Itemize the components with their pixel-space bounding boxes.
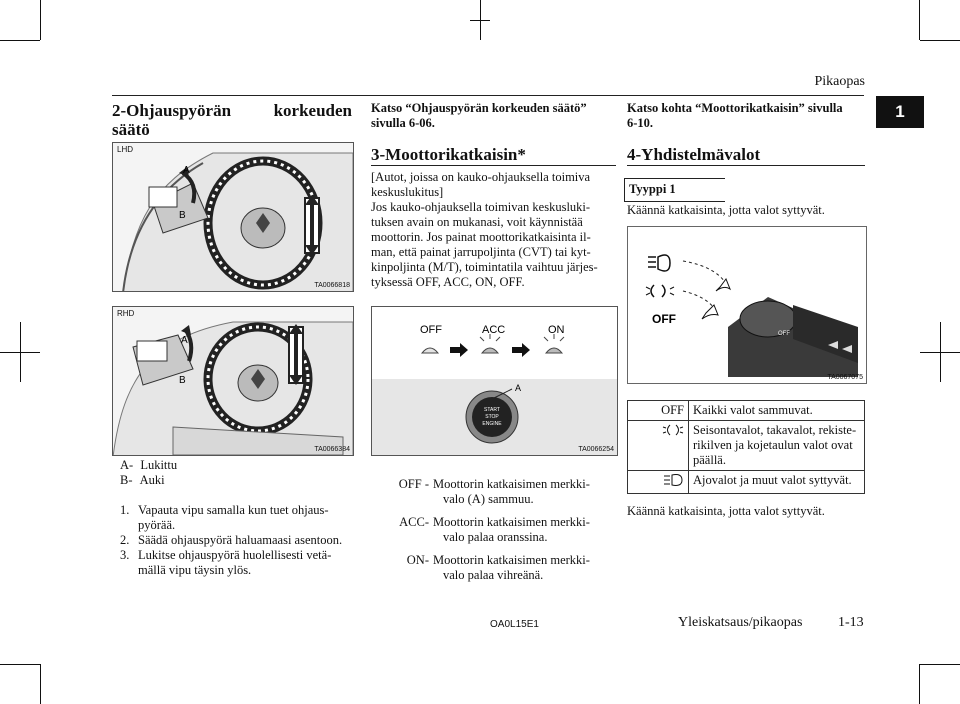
body-line: moottorin. Jos painat moottorikatkaisinta il- [371, 230, 591, 244]
body-line: keskuslukitus] [371, 185, 444, 199]
figure-tag-rhd: RHD [117, 309, 135, 318]
step-num: 3. [120, 548, 130, 562]
step-text: Säädä ohjauspyörä haluamaasi asentoon. [138, 533, 343, 547]
lights-title-rule [627, 165, 865, 166]
ignition-defs [371, 477, 616, 587]
step-3 [120, 548, 355, 578]
button-stop-text: STOP [485, 414, 499, 420]
def-line: Moottorin katkaisimen merkki- [433, 553, 590, 567]
figure-id-lhd: TA0066818 [314, 282, 350, 289]
figure-id-rhd: TA0066384 [314, 446, 350, 453]
step-line: Lukitse ohjauspyörä huolellisesti vetä- [138, 548, 332, 562]
ignition-title-rule [371, 165, 616, 166]
table-row [628, 401, 865, 421]
lights-table [627, 400, 865, 494]
label-a-lhd: A [183, 165, 190, 176]
ref-line1: Katso kohta “Moottorikatkaisin” sivulla [627, 101, 843, 115]
def-value [433, 515, 590, 545]
ref-line2: 6-10. [627, 116, 654, 130]
step-line: pyörää. [138, 518, 176, 532]
body-line: tyksessä OFF, ACC, ON, OFF. [371, 275, 525, 289]
def-line: valo (A) sammuu. [443, 492, 534, 506]
legend-key-a: A- [120, 458, 134, 472]
step-line: mällä vipu täysin ylös. [138, 563, 252, 577]
step-2 [120, 533, 355, 548]
label-b-lhd: B [179, 210, 186, 221]
ref-line1: Katso “Ohjauspyörän korkeuden säätö” [371, 101, 587, 115]
parking-lights-icon [662, 423, 684, 437]
lights-off-stalk-label: OFF [778, 331, 790, 337]
steering-title-left: 2-Ohjauspyörän [112, 101, 232, 120]
row-line: Seisontavalot, takavalot, rekiste- [693, 423, 857, 437]
footer-code: OA0L15E1 [490, 619, 539, 630]
lights-instruction: Käännä katkaisinta, jotta valot syttyvät. [627, 203, 825, 217]
body-line: tuksen avain on mukanasi, voit käynnistää [371, 215, 583, 229]
def-key: OFF - [398, 477, 429, 491]
row-key: OFF [628, 401, 689, 421]
legend-key-b: B- [120, 473, 133, 487]
parking-lights-icon [646, 285, 674, 297]
steps-list [120, 503, 355, 578]
row-key [628, 421, 689, 471]
step-text [138, 503, 355, 533]
body-line: Jos kauko-ohjauksella toimivan keskusluki- [371, 200, 591, 214]
def-value [433, 477, 590, 507]
figure-rhd [112, 306, 354, 456]
step-1 [120, 503, 355, 533]
legend-value-b: Auki [139, 473, 165, 487]
def-key: ACC- [399, 515, 429, 529]
button-start-text: START [484, 407, 500, 413]
step-num: 2. [120, 533, 130, 547]
row-line: rikilven ja kojetaulun valot ovat [693, 438, 853, 452]
headlight-icon [662, 473, 684, 487]
footer-section: Yleiskatsaus/pikaopas [678, 615, 803, 630]
figure-tag-lhd: LHD [117, 145, 134, 154]
def-line: Moottorin katkaisimen merkki- [433, 515, 590, 529]
steering-column-illustration-rhd [113, 307, 353, 455]
def-line: valo palaa vihreänä. [443, 568, 544, 582]
label-a-rhd: A [181, 335, 188, 346]
table-row [628, 471, 865, 494]
state-on-label: ON [548, 324, 565, 336]
ignition-reference [627, 101, 867, 131]
steering-reference [371, 101, 614, 131]
lights-title: 4-Yhdistelmävalot [627, 145, 761, 164]
figure-id-ignition: TA0066254 [578, 446, 614, 453]
light-switch-illustration [628, 227, 866, 383]
figure-lhd [112, 142, 354, 292]
table-row [628, 421, 865, 471]
row-value: Ajovalot ja muut valot syttyvät. [689, 471, 865, 494]
legend-lukittu [120, 458, 350, 473]
state-acc-label: ACC [482, 324, 506, 336]
def-line: valo palaa oranssina. [443, 530, 548, 544]
legend-value-a: Lukittu [140, 458, 178, 472]
step-text [138, 548, 355, 578]
running-header: Pikaopas [814, 74, 865, 89]
footer-page: 1-13 [838, 615, 864, 630]
label-b-rhd: B [179, 375, 186, 386]
type-box [624, 178, 725, 202]
steering-column-illustration [113, 143, 353, 291]
def-line: Moottorin katkaisimen merkki- [433, 477, 590, 491]
row-key [628, 471, 689, 494]
ignition-illustration [372, 307, 617, 455]
row-value [689, 421, 865, 471]
legend-auki [120, 473, 350, 488]
ref-line2: sivulla 6-06. [371, 116, 435, 130]
ignition-body [371, 170, 616, 290]
figure-ignition [371, 306, 618, 456]
chapter-tab: 1 [876, 96, 924, 128]
label-a-ignition: A [515, 383, 522, 393]
step-line: Vapauta vipu samalla kun tuet ohjaus- [138, 503, 329, 517]
row-value: Kaikki valot sammuvat. [689, 401, 865, 421]
type-label: Tyyppi 1 [629, 182, 676, 196]
steering-title-right: korkeuden [273, 101, 352, 120]
def-value [433, 553, 590, 583]
row-line: päällä. [693, 453, 726, 467]
lights-instruction-2: Käännä katkaisinta, jotta valot syttyvät. [627, 504, 825, 518]
button-engine-text: ENGINE [482, 421, 502, 427]
step-num: 1. [120, 503, 130, 517]
def-key: ON- [406, 553, 429, 567]
steering-title [112, 101, 352, 139]
ignition-title: 3-Moottorikatkaisin* [371, 145, 526, 164]
body-line: kinpoljinta (M/T), toimintatila vaihtuu järjes- [371, 260, 598, 274]
body-line: [Autot, joissa on kauko-ohjauksella toimiva [371, 170, 591, 184]
headlight-icon [648, 255, 670, 271]
steering-title-line2: säätö [112, 120, 150, 139]
figure-id-lights: TA0067075 [827, 374, 863, 381]
figure-lights [627, 226, 867, 384]
state-off-label: OFF [420, 324, 442, 336]
body-line: man, että painat jarrupoljinta (CVT) tai kyt- [371, 245, 591, 259]
lights-off-label: OFF [652, 312, 676, 326]
header-rule [112, 95, 864, 96]
